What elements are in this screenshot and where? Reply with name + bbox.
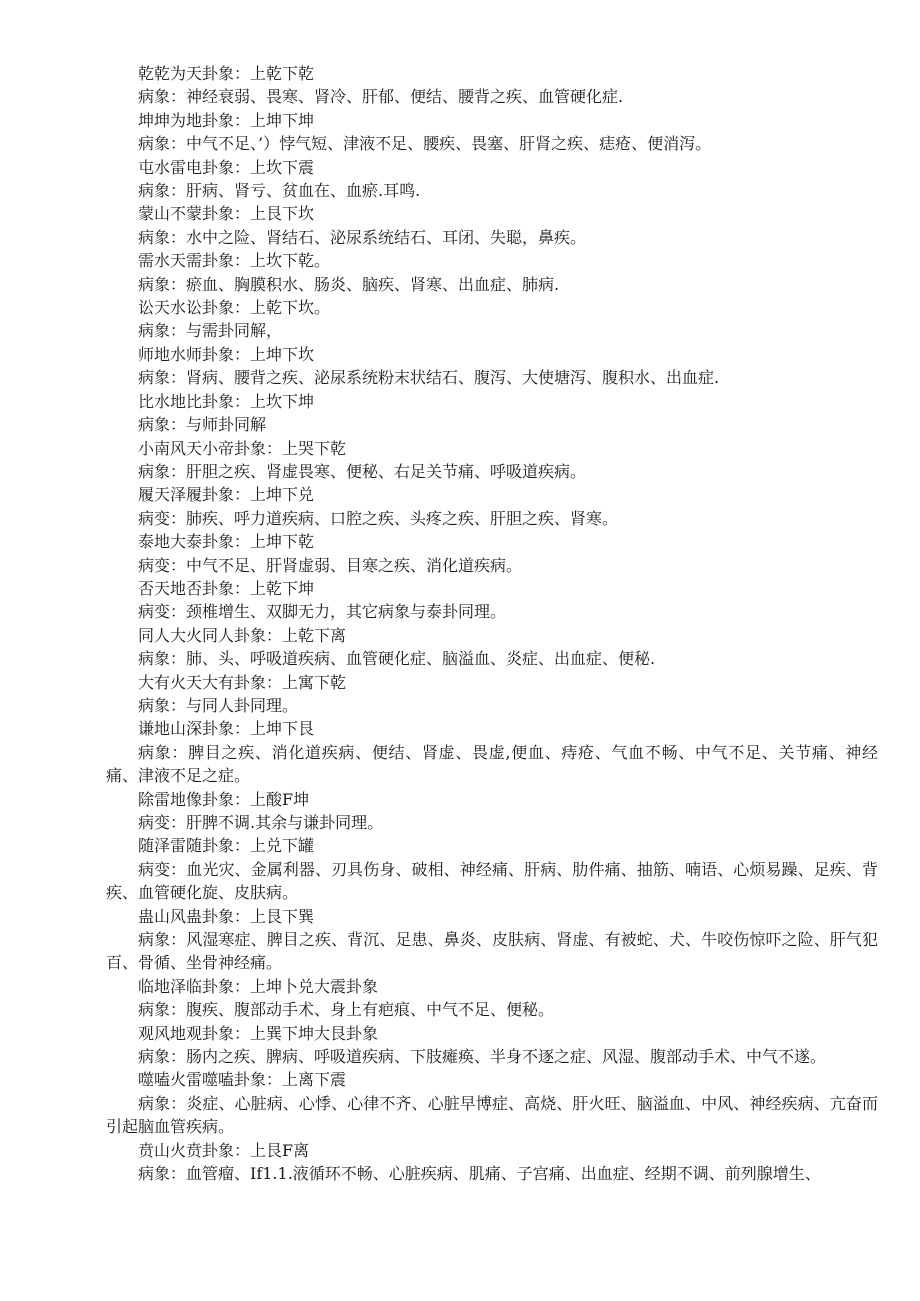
hexagram-title-bi-grace: 贲山火贲卦象：上艮F离 [138,1140,310,1160]
symptom-text-zhun: 病象：肝病、肾亏、贫血在、血瘀.耳鸣. [138,181,421,201]
symptom-text-qian: 病象：神经衰弱、畏寒、肾冷、肝郁、便结、腰背之疾、血管硬化症. [138,87,624,107]
hexagram-title-pi: 否天地否卦象：上乾下坤 [138,578,315,598]
symptom-text-yu: 病变：肝脾不调.其余与谦卦同理。 [138,813,384,832]
symptom-text-meng: 病象：水中之险、肾结石、泌尿系统结石、耳闭、失聪，鼻疾。 [138,227,587,247]
symptom-text-tongren: 病象：肺、头、呼吸道疾病、血管硬化症、脑溢血、炎症、出血症、便秘. [138,649,656,669]
symptom-text-gu: 病象：风湿寒症、脾目之疾、背沉、足患、鼻炎、皮肤病、肾虚、有被蛇、犬、牛咬伤惊吓之险、肝气犯百、骨循、坐骨神经痛。 [106,930,878,973]
symptom-text-lv: 病变：肺疾、呼力道疾病、口腔之疾、头疼之疾、肝胆之疾、肾寒。 [138,508,619,528]
symptom-text-pi: 病变：颈椎增生、双脚无力，其它病象与泰卦同理。 [138,602,507,622]
document-body [106,62,878,1186]
symptom-text-shike: 病象：炎症、心脏病、心悸、心律不齐、心脏早博症、高烧、肝火旺、脑溢血、中风、神经疾病、亢奋而引起脑血管疾病。 [106,1093,878,1137]
symptom-text-bi-grace: 病象：血管瘤、If1.1.液循环不畅、心脏疾病、肌痛、子宫痛、出血症、经期不调、前列腺增生、 [138,1164,821,1184]
hexagram-title-shike: 噬嗑火雷噬嗑卦象：上离下震 [138,1070,347,1090]
hexagram-title-qian-modesty: 谦地山深卦象：上坤下艮 [138,719,315,739]
hexagram-title-bi: 比水地比卦象：上坎下坤 [138,391,315,411]
hexagram-title-dayou: 大有火天大有卦象：上寓下乾 [138,672,347,692]
hexagram-title-tongren: 同人大火同人卦象：上乾下离 [138,625,347,645]
hexagram-title-yu: 除雷地像卦象：上酸F坤 [138,789,310,809]
symptom-text-bi: 病象：与师卦同解 [138,415,267,435]
hexagram-title-guan: 观风地观卦象：上巽下坤大艮卦象 [138,1023,379,1043]
hexagram-title-song: 讼天水讼卦象：上乾下坎。 [138,298,331,318]
hexagram-title-kun: 坤坤为地卦象：上坤下坤 [138,110,315,130]
symptom-text-guan: 病象：肠内之疾、脾病、呼吸道疾病、下肢瘫痪、半身不逐之症、风湿、腹部动手术、中气不遂。 [138,1047,827,1067]
hexagram-title-qian: 乾乾为天卦象：上乾下乾 [138,64,315,83]
symptom-text-xu: 病象：瘀血、胸膜积水、肠炎、脑疾、肾寒、出血症、肺病. [138,274,560,294]
hexagram-title-meng: 蒙山不蒙卦象：上艮下坎 [138,204,315,224]
hexagram-title-lin: 临地泽临卦象：上坤卜兑大震卦象 [138,976,379,996]
symptom-text-qian-modesty: 病象：脾目之疾、消化道疾病、便结、肾虚、畏虚,便血、痔疮、气血不畅、中气不足、关节痛、神经痛、津液不足之症。 [106,742,878,786]
symptom-text-shi: 病象：肾病、腰背之疾、泌尿系统粉末状结石、腹泻、大使塘泻、腹积水、出血症. [138,368,720,388]
hexagram-title-shi: 师地水师卦象：上坤下坎 [138,344,315,364]
symptom-text-dayou: 病象：与同人卦同理。 [138,695,299,715]
hexagram-title-tai: 泰地大泰卦象：上坤下乾 [138,532,315,552]
hexagram-title-xu: 需水天需卦象：上坎下乾。 [138,251,331,271]
hexagram-title-xiaoxu: 小南风天小帝卦象：上哭下乾 [138,438,347,458]
symptom-text-song: 病象：与需卦同解， [138,321,283,341]
hexagram-title-lv: 履天泽履卦象：上坤下兑 [138,485,315,505]
symptom-text-lin: 病象：腹疾、腹部动手术、身上有疤痕、中气不足、便秘。 [138,1000,555,1020]
symptom-text-sui: 病变：血光灾、金属利器、刃具伤身、破相、神经痛、肝病、肋件痛、抽筋、喃语、心烦易躁、足疾、背疾、血管硬化旋、皮肤病。 [106,859,878,903]
hexagram-title-sui: 随泽雷随卦象：上兑下罐 [138,836,315,856]
symptom-text-tai: 病变：中气不足、肝肾虚弱、目寒之疾、消化道疾病。 [138,555,523,575]
hexagram-title-zhun: 屯水雷电卦象：上坎下震 [138,157,315,177]
hexagram-title-gu: 蛊山风蛊卦象：上艮下巽 [138,906,315,926]
symptom-text-kun: 病象：中气不足、’）悖气短、津液不足、腰疾、畏塞、肝肾之疾、痣疮、便消泻。 [138,134,712,154]
symptom-text-xiaoxu: 病象：肝胆之疾、肾虚畏寒、便秘、右足关节痛、呼吸道疾病。 [138,461,587,481]
